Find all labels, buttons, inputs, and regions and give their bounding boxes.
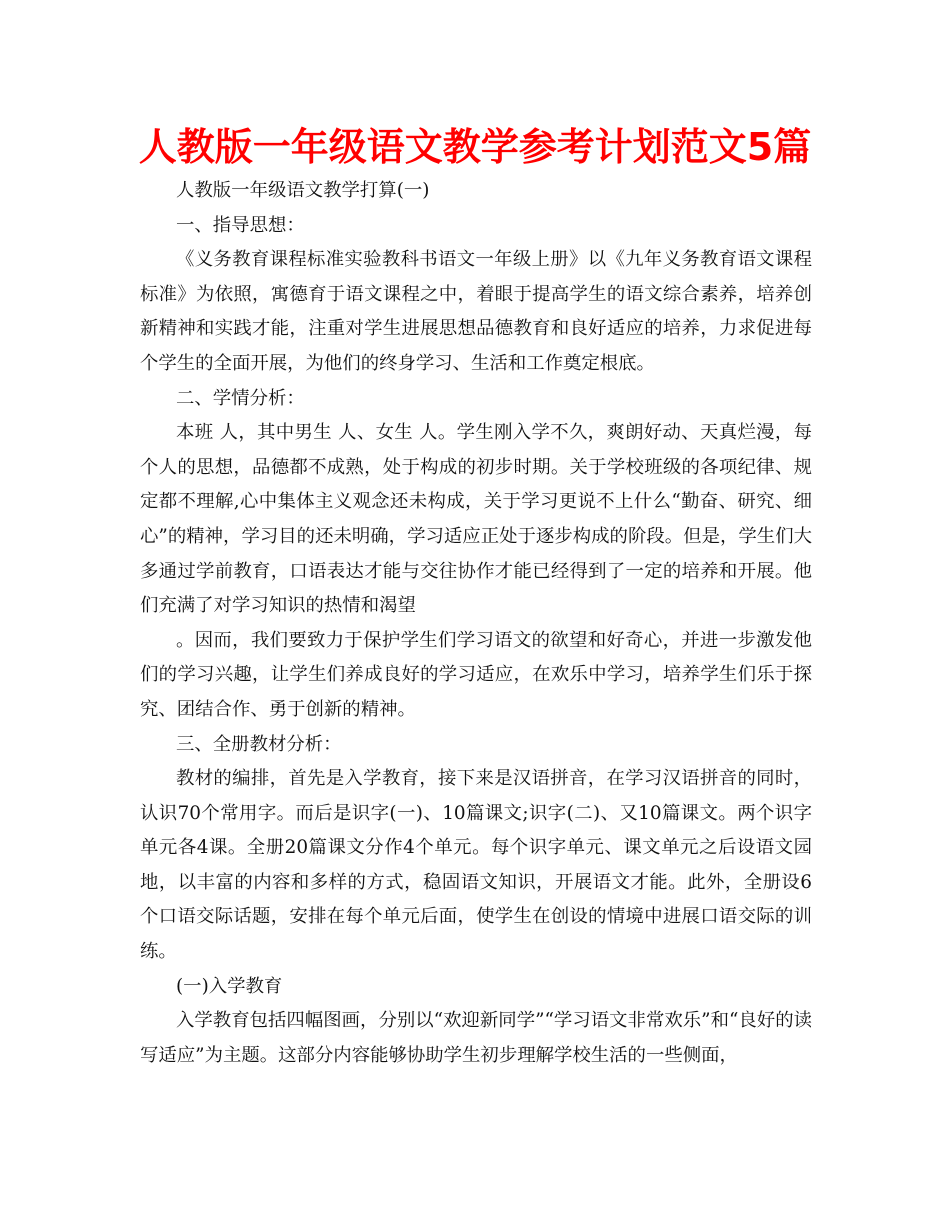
document-title: 人教版一年级语文教学参考计划范文5篇 [138,125,812,169]
paragraph-textbook-analysis: 教材的编排，首先是入学教育，接下来是汉语拼音，在学习汉语拼音的同时，认识70个常用字。而后是识字(一)、10篇课文;识字(二)、又10篇课文。两个识字单元各4课。全册20篇课文分作4个单元。每个识字单元、课文单元之后设语文园地，以丰富的内容和多样的方式，稳固语文知识，开展语文才能。此外，全册设6个口语交际话题，安排在每个单元后面，使学生在创设的情境中进展口语交际的训练。 [140,768,812,963]
paragraph-student-analysis-continued: 。因而，我们要致力于保护学生们学习语文的欲望和好奇心，并进一步激发他们的学习兴趣，让学生们养成良好的学习适应，在欢乐中学习，培养学生们乐于探究、团结合作、勇于创新的精神。 [140,629,812,720]
paragraph-guiding-thought: 《义务教育课程标准实验教科书语文一年级上册》以《九年义务教育语文课程标准》为依照，寓德育于语文课程之中，着眼于提高学生的语文综合素养，培养创新精神和实践才能，注重对学生进展思想品德教育和良好适应的培养，力求促进每个学生的全面开展，为他们的终身学习、生活和工作奠定根底。 [140,249,812,374]
paragraph-entrance-education: 入学教育包括四幅图画，分别以“欢迎新同学”“学习语文非常欢乐”和“良好的读写适应”为主题。这部分内容能够协助学生初步理解学校生活的一些侧面， [140,1010,812,1066]
heading-student-analysis: 二、学情分析： [176,387,305,409]
paragraph-student-analysis: 本班 人，其中男生 人、女生 人。学生刚入学不久，爽朗好动、天真烂漫，每个人的思想，品德都不成熟，处于构成的初步时期。关于学校班级的各项纪律、规定都不理解,心中集体主义观念还未构成，关于学习更说不上什么“勤奋、研究、细心”的精神，学习目的还未明确，学习适应正处于逐步构成的阶段。但是，学生们大多通过学前教育，口语表达才能与交往协作才能已经得到了一定的培养和开展。他们充满了对学习知识的热情和渴望 [140,422,812,617]
document-body [140,174,812,1073]
heading-entrance-education: (一)入学教育 [176,975,283,997]
heading-guiding-thought: 一、指导思想： [176,214,305,236]
heading-textbook-analysis: 三、全册教材分析： [176,733,342,755]
section-subtitle: 人教版一年级语文教学打算(一) [176,180,430,201]
